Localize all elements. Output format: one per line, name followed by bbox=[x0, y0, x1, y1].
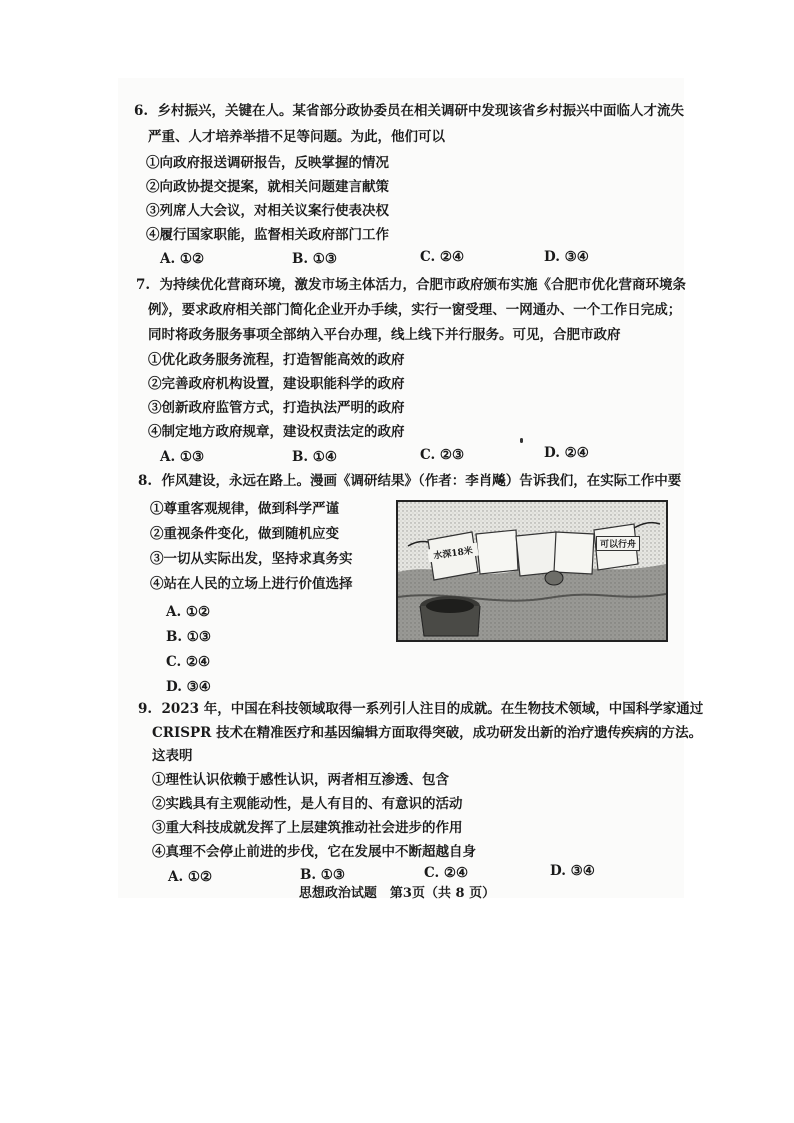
cartoon-sign-right: 可以行舟 bbox=[596, 536, 640, 551]
q9-stem-line2: CRISPR 技术在精准医疗和基因编辑方面取得突破，成功研发出新的治疗遗传疾病的方法。 bbox=[152, 725, 703, 741]
q8-statement-4: ④站在人民的立场上进行价值选择 bbox=[150, 576, 353, 592]
q6-statement-3: ③列席人大会议，对相关议案行使表决权 bbox=[146, 203, 389, 219]
q9-option-c: C. ②④ bbox=[424, 865, 469, 881]
cartoon-survey-result bbox=[396, 500, 668, 642]
q9-option-d: D. ③④ bbox=[550, 863, 595, 879]
q8-number: 8. bbox=[138, 473, 153, 489]
q8-statement-2: ②重视条件变化，做到随机应变 bbox=[150, 526, 339, 542]
scan-speck bbox=[520, 438, 523, 443]
q7-statement-1: ①优化政务服务流程，打造智能高效的政府 bbox=[148, 352, 405, 368]
q9-statement-3: ③重大科技成就发挥了上层建筑推动社会进步的作用 bbox=[152, 820, 463, 836]
q7-statement-3: ③创新政府监管方式，打造执法严明的政府 bbox=[148, 400, 405, 416]
page-footer: 思想政治试题 第3页（共 8 页） bbox=[298, 886, 496, 901]
q7-option-c: C. ②③ bbox=[420, 447, 465, 463]
q6-option-c: C. ②④ bbox=[420, 249, 465, 265]
q9-option-b: B. ①③ bbox=[300, 867, 346, 883]
q9-option-a: A. ①② bbox=[168, 869, 213, 885]
well-barrel bbox=[420, 596, 480, 636]
q7-option-d: D. ②④ bbox=[544, 445, 589, 461]
q6-statement-1: ①向政府报送调研报告，反映掌握的情况 bbox=[146, 155, 389, 171]
q8-option-a: A. ①② bbox=[166, 604, 211, 620]
q9-stem-line3: 这表明 bbox=[152, 748, 193, 764]
q6-option-a: A. ①② bbox=[160, 251, 205, 267]
q9-statement-2: ②实践具有主观能动性，是人有目的、有意识的活动 bbox=[152, 796, 463, 812]
q9-stem-line1: 9. 2023 年，中国在科技领域取得一系列引人注目的成就。在生物技术领域，中国科学家通过 bbox=[138, 701, 704, 717]
cartoon-sign-left: 水深18米 bbox=[427, 543, 478, 563]
q7-number: 7. bbox=[136, 277, 151, 293]
q7-stem-line1: 7. 为持续优化营商环境，激发市场主体活力，合肥市政府颁布实施《合肥市优化营商环境条 bbox=[136, 277, 686, 293]
q7-option-b: B. ①④ bbox=[292, 449, 338, 465]
q9-statement-4: ④真理不会停止前进的步伐，它在发展中不断超越自身 bbox=[152, 844, 476, 860]
q9-number: 9. bbox=[138, 701, 153, 717]
q6-stem-line2: 严重、人才培养举措不足等问题。为此，他们可以 bbox=[148, 129, 445, 145]
q6-option-d: D. ③④ bbox=[544, 249, 589, 265]
q9-statement-1: ①理性认识依赖于感性认识，两者相互渗透、包含 bbox=[152, 772, 449, 788]
q7-option-a: A. ①③ bbox=[160, 449, 205, 465]
q7-statement-2: ②完善政府机构设置，建设职能科学的政府 bbox=[148, 376, 405, 392]
q8-option-d: D. ③④ bbox=[166, 679, 211, 695]
q7-statement-4: ④制定地方政府规章，建设权责法定的政府 bbox=[148, 424, 405, 440]
q6-statement-4: ④履行国家职能，监督相关政府部门工作 bbox=[146, 227, 389, 243]
q8-statement-1: ①尊重客观规律，做到科学严谨 bbox=[150, 501, 339, 517]
q8-stem-line1: 8. 作风建设，永远在路上。漫画《调研结果》（作者：李肖飚）告诉我们，在实际工作中要 bbox=[138, 473, 682, 489]
q8-option-b: B. ①③ bbox=[166, 629, 212, 645]
q8-statement-3: ③一切从实际出发，坚持求真务实 bbox=[150, 551, 353, 567]
q8-option-c: C. ②④ bbox=[166, 654, 211, 670]
cartoon-illustration bbox=[398, 502, 666, 640]
q6-statement-2: ②向政协提交提案，就相关问题建言献策 bbox=[146, 179, 389, 195]
q7-stem-line3: 同时将政务服务事项全部纳入平台办理，线上线下并行服务。可见，合肥市政府 bbox=[148, 327, 621, 343]
q6-stem-line1: 6. 乡村振兴，关键在人。某省部分政协委员在相关调研中发现该省乡村振兴中面临人才流失 bbox=[134, 103, 684, 119]
q6-option-b: B. ①③ bbox=[292, 251, 338, 267]
q7-stem-line2: 例》，要求政府相关部门简化企业开办手续，实行一窗受理、一网通办、一个工作日完成； bbox=[148, 302, 682, 318]
q6-number: 6. bbox=[134, 103, 149, 119]
